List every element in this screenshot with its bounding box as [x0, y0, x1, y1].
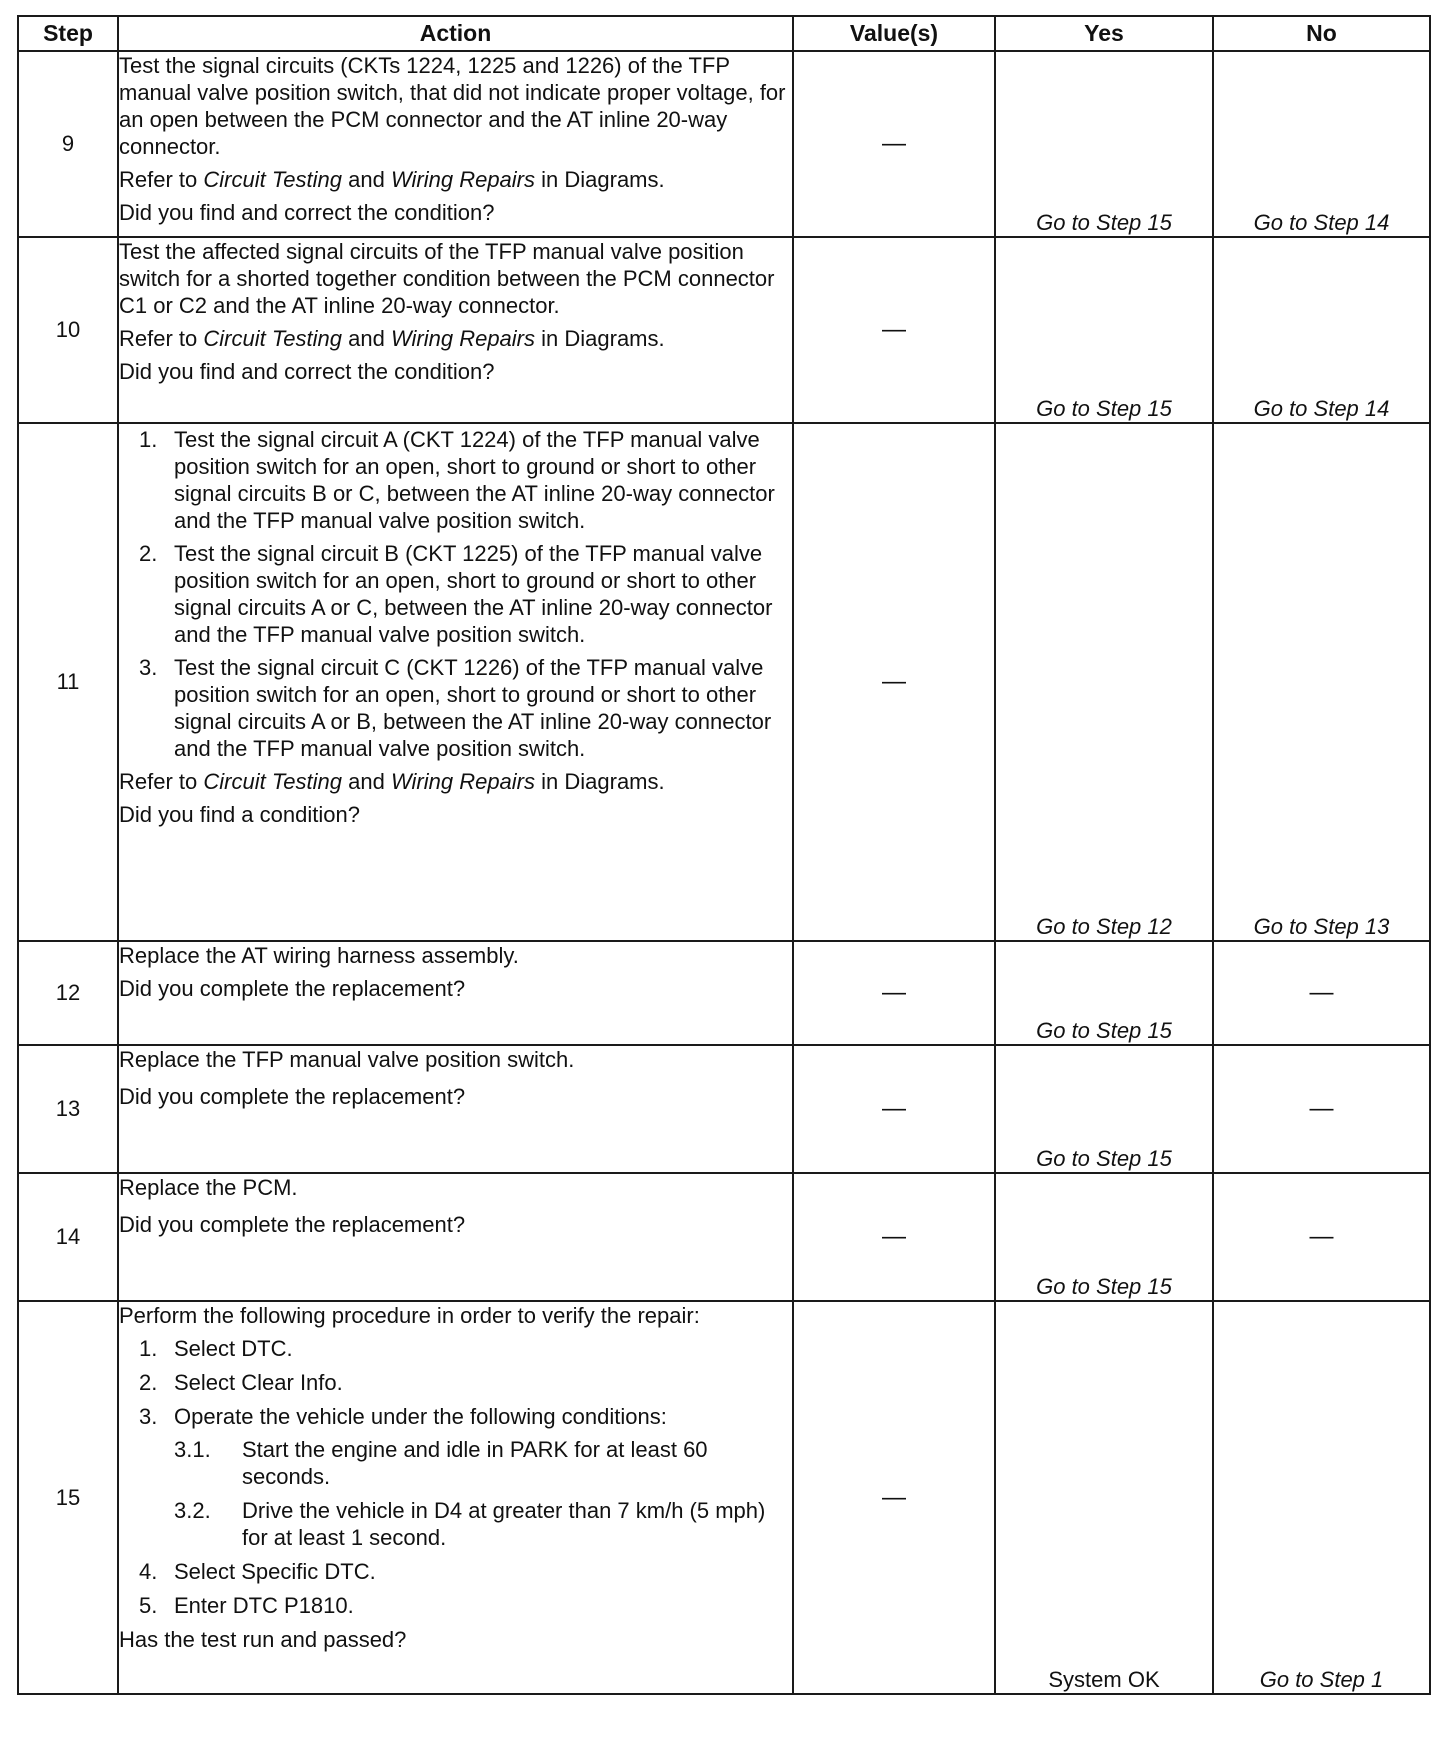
value-cell	[793, 941, 995, 1045]
dash-mark: —	[882, 979, 906, 1006]
action-text: Replace the TFP manual valve position switch.	[119, 1047, 575, 1072]
action-cell	[118, 1301, 793, 1694]
value-cell	[793, 1173, 995, 1301]
question-text: Did you complete the replacement?	[119, 1084, 466, 1109]
yes-cell: Go to Step 15	[995, 1173, 1213, 1301]
action-cell	[118, 941, 793, 1045]
step-number: 12	[18, 941, 118, 1045]
table-row	[18, 941, 1430, 1045]
step-number: 14	[18, 1173, 118, 1301]
step-number: 10	[18, 237, 118, 423]
table-row	[18, 1173, 1430, 1301]
yes-cell: Go to Step 15	[995, 941, 1213, 1045]
step-number: 13	[18, 1045, 118, 1173]
value-cell	[793, 1045, 995, 1173]
list-item: 1. Test the signal circuit A (CKT 1224) of the TFP manual valve position switch for an open, short to ground or short to other signal circuits B or C, between the AT inline 20-way connector and the TFP manual valve position switch.	[139, 427, 775, 533]
dash-mark: —	[882, 316, 906, 343]
dash-mark: —	[1309, 1095, 1334, 1122]
question-text: Has the test run and passed?	[119, 1627, 407, 1652]
value-cell	[793, 51, 995, 237]
yes-cell: Go to Step 15	[995, 51, 1213, 237]
question-text: Did you find and correct the condition?	[119, 200, 495, 225]
procedure-list	[119, 1335, 792, 1619]
question-text: Did you complete the replacement?	[119, 976, 466, 1001]
header-yes: Yes	[995, 16, 1213, 51]
no-cell: Go to Step 14	[1213, 51, 1430, 237]
reference-text: Refer to Circuit Testing and Wiring Repairs in Diagrams.	[119, 326, 665, 351]
list-item: 5. Enter DTC P1810.	[139, 1593, 354, 1618]
dash-mark: —	[882, 130, 906, 157]
dash-mark: —	[1309, 1223, 1334, 1250]
no-cell	[1213, 941, 1430, 1045]
no-cell: Go to Step 13	[1213, 423, 1430, 941]
reference-text: Refer to Circuit Testing and Wiring Repairs in Diagrams.	[119, 167, 665, 192]
reference-text: Refer to Circuit Testing and Wiring Repairs in Diagrams.	[119, 769, 665, 794]
yes-cell: Go to Step 15	[995, 1045, 1213, 1173]
header-step: Step	[18, 16, 118, 51]
list-item: 3. Operate the vehicle under the following conditions: 3.1. Start the engine and idle in PARK for at least 60 seconds. 3.2. Drive the vehicle in D4 at greater than 7 km/h (5 mph) for at least 1 second.	[119, 1403, 792, 1551]
table-row	[18, 1045, 1430, 1173]
sub-procedure-list	[174, 1436, 792, 1551]
dash-mark: —	[1309, 979, 1334, 1006]
header-row	[18, 16, 1430, 51]
header-no: No	[1213, 16, 1430, 51]
no-cell: Go to Step 14	[1213, 237, 1430, 423]
action-cell	[118, 1173, 793, 1301]
dash-mark: —	[882, 668, 906, 695]
header-values: Value(s)	[793, 16, 995, 51]
question-text: Did you find and correct the condition?	[119, 359, 495, 384]
table-row	[18, 237, 1430, 423]
no-cell	[1213, 1045, 1430, 1173]
action-text: Perform the following procedure in order to verify the repair:	[119, 1303, 700, 1328]
table-row	[18, 51, 1430, 237]
yes-cell: System OK	[995, 1301, 1213, 1694]
no-cell: Go to Step 1	[1213, 1301, 1430, 1694]
header-action: Action	[118, 16, 793, 51]
list-item: 2. Test the signal circuit B (CKT 1225) of the TFP manual valve position switch for an open, short to ground or short to other signal circuits A or C, between the AT inline 20-way connector and the TFP manual valve position switch.	[139, 541, 773, 647]
action-text: Test the affected signal circuits of the TFP manual valve position switch for a shorted together condition between the PCM connector C1 or C2 and the AT inline 20-way connector.	[119, 239, 775, 318]
list-item: 2. Select Clear Info.	[139, 1370, 343, 1395]
question-text: Did you complete the replacement?	[119, 1212, 466, 1237]
action-text: Replace the PCM.	[119, 1175, 298, 1200]
substep-list	[119, 426, 792, 762]
no-cell	[1213, 1173, 1430, 1301]
action-cell	[118, 423, 793, 941]
list-item: 3.1. Start the engine and idle in PARK for at least 60 seconds.	[174, 1437, 708, 1489]
action-cell	[118, 1045, 793, 1173]
table-row	[18, 423, 1430, 941]
action-cell	[118, 51, 793, 237]
action-text: Replace the AT wiring harness assembly.	[119, 943, 519, 968]
step-number: 9	[18, 51, 118, 237]
dash-mark: —	[882, 1223, 906, 1250]
action-cell	[118, 237, 793, 423]
value-cell	[793, 1301, 995, 1694]
list-item: 3. Test the signal circuit C (CKT 1226) of the TFP manual valve position switch for an open, short to ground or short to other signal circuits A or B, between the AT inline 20-way connector and the TFP manual valve position switch.	[139, 655, 772, 761]
value-cell	[793, 423, 995, 941]
diagnostic-table	[17, 15, 1431, 1695]
action-text: Test the signal circuits (CKTs 1224, 1225 and 1226) of the TFP manual valve position switch, that did not indicate proper voltage, for an open between the PCM connector and the AT inline 20-way connector.	[119, 53, 786, 159]
step-number: 15	[18, 1301, 118, 1694]
question-text: Did you find a condition?	[119, 802, 360, 827]
value-cell	[793, 237, 995, 423]
dash-mark: —	[882, 1483, 906, 1511]
list-item: 1. Select DTC.	[139, 1336, 293, 1361]
table-row	[18, 1301, 1430, 1694]
list-item: 3.2. Drive the vehicle in D4 at greater than 7 km/h (5 mph) for at least 1 second.	[174, 1498, 766, 1550]
dash-mark: —	[882, 1095, 906, 1122]
yes-cell: Go to Step 12	[995, 423, 1213, 941]
yes-cell: Go to Step 15	[995, 237, 1213, 423]
step-number: 11	[18, 423, 118, 941]
list-item: 4. Select Specific DTC.	[139, 1559, 376, 1584]
